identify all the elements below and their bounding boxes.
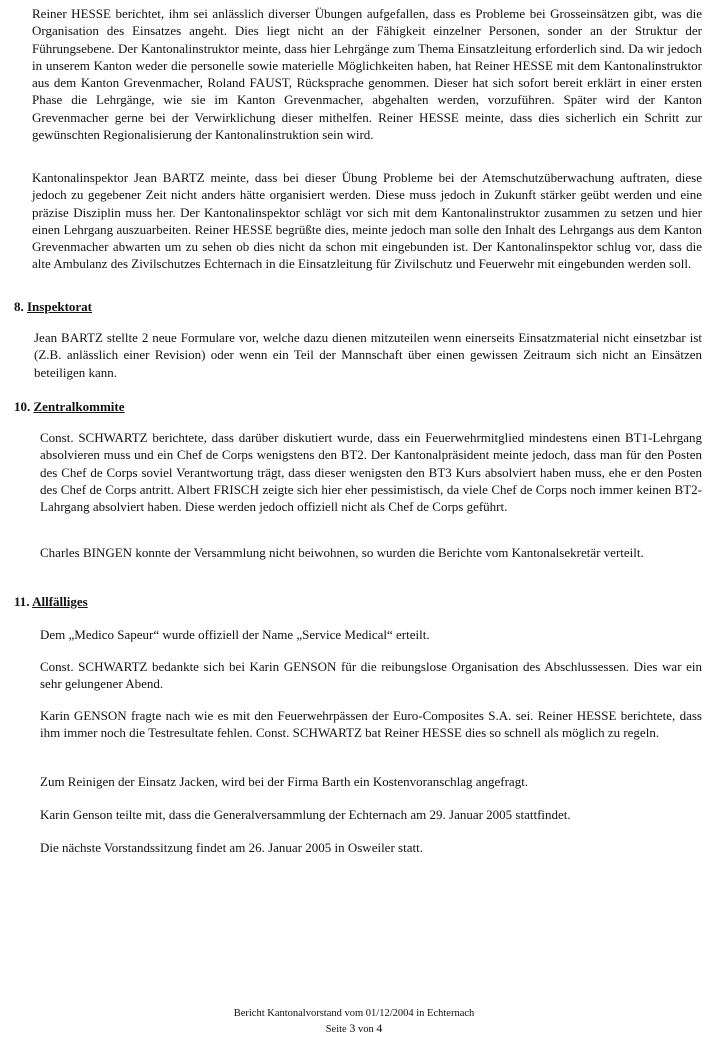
page-prefix: Seite: [325, 1024, 347, 1035]
paragraph-service-medical: Dem „Medico Sapeur“ wurde offiziell der Name „Service Medical“ erteilt.: [40, 627, 430, 642]
section-heading-inspektorat: [14, 298, 92, 315]
paragraph-thanks-dinner: Const. SCHWARTZ bedankte sich bei Karin GENSON für die reibungslose Organisation des Abschlussessen. Dies war ein sehr gelungener Abend.: [40, 659, 702, 692]
section-heading-allfaelliges: [14, 593, 88, 610]
page-total: 4: [376, 1021, 383, 1035]
page-separator: von: [357, 1024, 374, 1035]
paragraph-forms: Jean BARTZ stellte 2 neue Formulare vor, welche dazu dienen mitzuteilen wenn einerseits Einsatzmaterial nicht einsetzbar ist (Z.B. anlässlich einer Revision) oder wenn ein Teil der Mannschaft über einen gewissen Zeitraum sich nicht an Einsätzen beteiligen kann.: [34, 330, 702, 380]
paragraph-general-assembly: Karin Genson teilte mit, dass die Generalversammlung der Echternach am 29. Januar 2005 stattfindet.: [40, 807, 571, 822]
paragraph-exercise-report: Reiner HESSE berichtet, ihm sei anlässlich diverser Übungen aufgefallen, dass es Probleme bei Grosseinsätzen gibt, was die Organisation des Einsatzes angeht. Dies liegt nicht an der Fähigkeit einzelner Personen, sonder an der Struktur der Führungsebene. Der Kantonalinstruktor meinte, dass hier Lehrgänge zum Thema Einsatzleitung erforderlich sind. Da wir jedoch in unserem Kanton weder die personelle sowie materielle Möglichkeiten haben, hat Reiner HESSE mit dem Kantonalinstruktor aus dem Kanton Grevenmacher, Roland FAUST, Rücksprache genommen. Dieser hat sich sofort bereit erklärt in einer ersten Phase die Lehrgänge, wie sie im Kanton Grevenmacher, abgehalten werden, vorzuführen. Später wird der Kanton Grevenmacher gerne bei der Verwirklichung dieser mithelfen. Reiner HESSE meinte, dass dies sicherlich ein Schritt zur gewünschten Regionalisierung der Kantonalinstruktion sein wird.: [32, 6, 702, 143]
section-number: 10.: [14, 399, 31, 414]
footer-page-number: [0, 1021, 708, 1037]
paragraph-fire-passes: Karin GENSON fragte nach wie es mit den Feuerwehrpässen der Euro-Composites S.A. sei. Reiner HESSE berichtete, dass ihm immer noch die Testresultate fehlen. Const. SCHWARTZ bat Reiner HESSE dies so schnell als möglich zu regeln.: [40, 708, 702, 741]
paragraph-bt-courses: Const. SCHWARTZ berichtete, dass darüber diskutiert wurde, dass ein Feuerwehrmitglied mindestens einen BT1-Lehrgang absolvieren muss und ein Chef de Corps wenigstens den BT2. Der Kantonalpräsident meinte jedoch, dass man für den Posten des Chef de Corps soviel Verantwortung trägt, dass dieser wenigsten den BT3 Kurs absolviert haben muss, ehe er den Posten des Chef de Corps antritt. Albert FRISCH zeigte sich hier eher pessimistisch, da viele Chef de Corps noch immer keinen BT2-Lahrgang absolviert haben. Diese werden jedoch offiziell nicht als Chef de Corps geführt.: [40, 430, 702, 515]
section-title: Zentralkommite: [33, 399, 125, 414]
paragraph-breathing-protection: Kantonalinspektor Jean BARTZ meinte, dass bei dieser Übung Probleme bei der Atemschutzüberwachung auftraten, diese jedoch zu gegebener Zeit nicht anders hätte organisiert werden. Diese muss jedoch in Zukunft stärker geübt werden und eine präzise Disziplin muss her. Der Kantonalinspektor schlägt vor sich mit dem Kantonalinstruktor zusammen zu setzen und hier einen Lehrgang auszuarbeiten. Reiner HESSE begrüßte dies, meinte jedoch man solle den Inhalt des Lehrgangs aus dem Kanton Grevenmacher abwarten um zu sehen ob dies nicht da schon mit eingebunden ist. Der Kantonalinspektor schlug vor, dass die alte Ambulanz des Zivilschutzes Echternach in die Einsatzleitung für Zivilschutz und Feuerwehr mit eingebunden werden soll.: [32, 170, 702, 272]
section-title: Inspektorat: [27, 299, 93, 314]
section-heading-zentralkommite: [14, 398, 124, 415]
paragraph-next-meeting: Die nächste Vorstandssitzung findet am 26. Januar 2005 in Osweiler statt.: [40, 840, 423, 855]
page-current: 3: [349, 1021, 356, 1035]
section-title: Allfälliges: [32, 594, 88, 609]
paragraph-reports-distributed: Charles BINGEN konnte der Versammlung nicht beiwohnen, so wurden die Berichte vom Kantonalsekretär verteilt.: [40, 545, 644, 560]
paragraph-jacket-cleaning: Zum Reinigen der Einsatz Jacken, wird bei der Firma Barth ein Kostenvoranschlag angefragt.: [40, 774, 529, 789]
footer-report-title: Bericht Kantonalvorstand vom 01/12/2004 in Echternach: [233, 1008, 475, 1019]
section-number: 8.: [14, 299, 24, 314]
section-number: 11.: [14, 594, 30, 609]
